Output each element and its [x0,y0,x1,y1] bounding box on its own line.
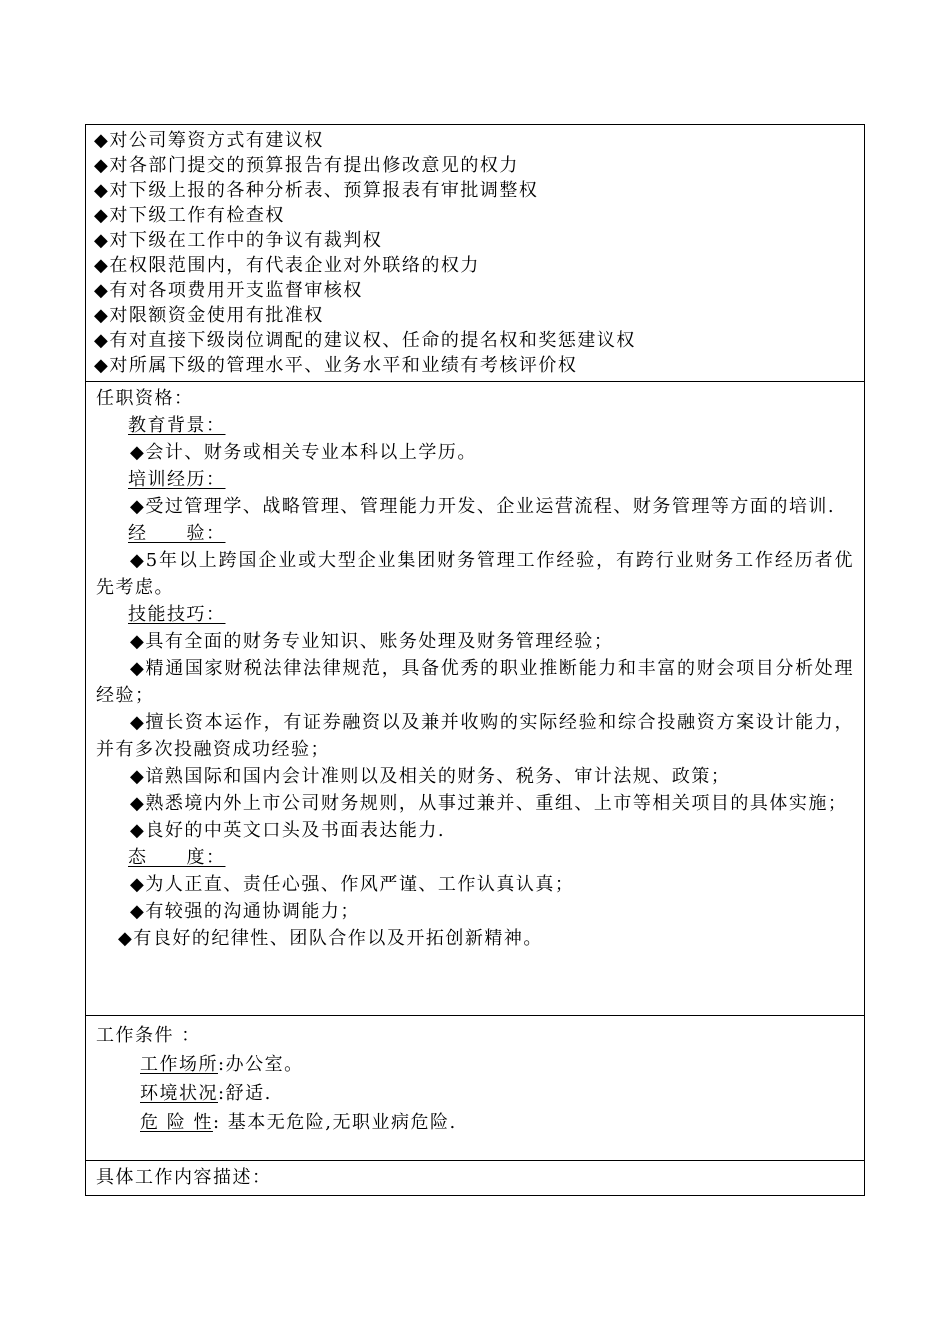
environment-row [96,1079,854,1108]
attitude-item: ◆有良好的纪律性、团队合作以及开拓创新精神。 [118,928,543,949]
training-heading: 培训经历： [128,469,226,490]
risk-value: : 基本无危险,无职业病危险. [212,1112,457,1133]
work-conditions-title: 工作条件 ： [96,1025,201,1046]
qualification-title: 任职资格： [96,388,194,409]
education-item: ◆会计、财务或相关专业本科以上学历。 [130,442,477,463]
authority-section [86,125,864,382]
attitude-heading: 态 度： [128,847,226,868]
skill-item: ◆良好的中英文口头及书面表达能力. [130,820,446,841]
skills-heading: 技能技巧： [128,604,226,625]
work-place-value: :办公室。 [218,1054,304,1075]
authority-item: ◆对下级工作有检查权 [94,205,285,226]
work-description-title: 具体工作内容描述： [96,1167,272,1188]
risk-label: 危 险 性 [140,1112,213,1133]
attitude-item: ◆为人正直、责任心强、作风严谨、工作认真认真； [130,874,575,895]
experience-heading: 经 验： [128,523,226,544]
authority-item: ◆在权限范围内，有代表企业对外联络的权力 [94,255,480,276]
authority-item: ◆对各部门提交的预算报告有提出修改意见的权力 [94,155,519,176]
qualification-section [86,382,864,1016]
training-item: ◆受过管理学、战略管理、管理能力开发、企业运营流程、财务管理等方面的培训. [130,496,836,517]
authority-item: ◆对下级在工作中的争议有裁判权 [94,230,383,251]
authority-item: ◆对限额资金使用有批准权 [94,305,324,326]
education-heading: 教育背景： [128,415,226,436]
skill-item: ◆擅长资本运作，有证券融资以及兼并收购的实际经验和综合投融资方案设计能力，并有多次投融资成功经验； [96,712,854,760]
environment-value: :舒适. [218,1083,272,1104]
authority-item: ◆有对直接下级岗位调配的建议权、任命的提名权和奖惩建议权 [94,330,636,351]
job-description-table [85,124,865,1196]
skill-item: ◆精通国家财税法律法律规范，具备优秀的职业推断能力和丰富的财会项目分析处理经验； [96,658,854,706]
experience-item: ◆5年以上跨国企业或大型企业集团财务管理工作经验，有跨行业财务工作经历者优先考虑。 [96,550,854,598]
skill-item: ◆谙熟国际和国内会计准则以及相关的财务、税务、审计法规、政策； [130,766,731,787]
environment-label: 环境状况 [140,1083,218,1104]
authority-item: ◆有对各项费用开支监督审核权 [94,280,363,301]
work-place-label: 工作场所 [140,1054,218,1075]
risk-row [96,1108,854,1137]
work-description-section [86,1161,864,1195]
work-conditions-section [86,1016,864,1161]
attitude-item: ◆有较强的沟通协调能力； [130,901,360,922]
authority-item: ◆对所属下级的管理水平、业务水平和业绩有考核评价权 [94,355,578,376]
skill-item: ◆熟悉境内外上市公司财务规则，从事过兼并、重组、上市等相关项目的具体实施； [130,793,848,814]
authority-item: ◆对公司筹资方式有建议权 [94,130,324,151]
work-place-row [96,1050,854,1079]
skill-item: ◆具有全面的财务专业知识、账务处理及财务管理经验； [130,631,614,652]
authority-item: ◆对下级上报的各种分析表、预算报表有审批调整权 [94,180,539,201]
